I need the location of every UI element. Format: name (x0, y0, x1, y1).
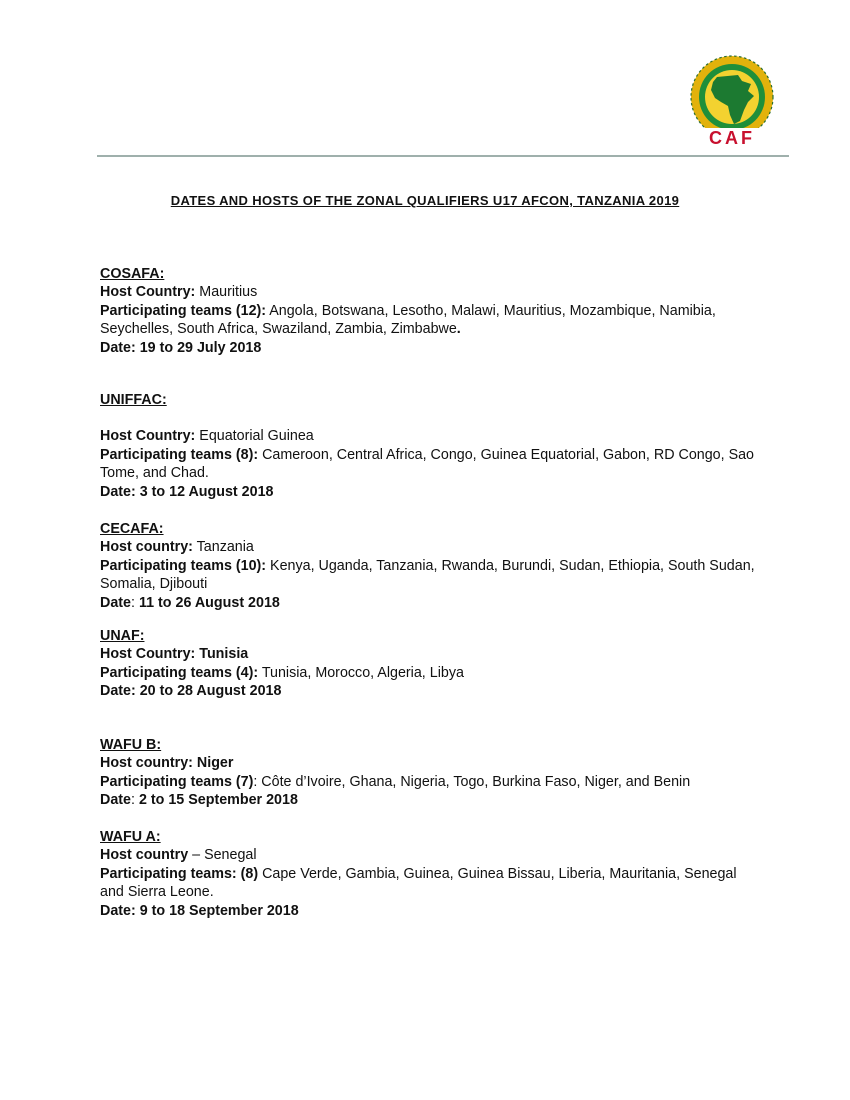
teams-value: Cape Verde, Gambia, Guinea, Guinea Bissau, Liberia, Mauritania, Senegal and Sierra Leone. (100, 865, 737, 901)
host-label: Host country (100, 847, 189, 864)
teams-line (100, 557, 760, 594)
zone-name: UNAF: (100, 628, 145, 644)
date-label: Date: (100, 483, 136, 500)
host-value: – Senegal (188, 847, 257, 864)
date-line (100, 902, 760, 920)
host-label: Host Country: (100, 284, 196, 301)
date-line (100, 594, 760, 612)
teams-label: Participating teams (7) (100, 773, 254, 790)
teams-value: : Côte d’Ivoire, Ghana, Nigeria, Togo, Burkina Faso, Niger, and Benin (253, 773, 691, 790)
date-value: 19 to 29 July 2018 (135, 339, 262, 356)
zone-name: CECAFA: (100, 521, 164, 537)
date-label: Date (100, 594, 131, 611)
host-value: Tanzania (192, 539, 254, 556)
teams-line (100, 302, 760, 339)
teams-line (100, 773, 760, 791)
host-line (100, 538, 760, 556)
zone-name: WAFU B: (100, 737, 162, 753)
teams-end: . (456, 321, 461, 338)
teams-value: Tunisia, Morocco, Algeria, Libya (258, 664, 464, 681)
teams-line (100, 865, 760, 902)
date-line (100, 791, 760, 809)
date-value: 20 to 28 August 2018 (135, 683, 282, 700)
date-label: Date: (100, 902, 136, 919)
date-value: 2 to 15 September 2018 (134, 792, 298, 809)
host-value: Equatorial Guinea (195, 428, 314, 445)
host-line (100, 846, 760, 864)
date-line (100, 339, 760, 357)
date-line (100, 682, 760, 700)
date-label: Date: (100, 683, 136, 700)
teams-label: Participating teams (12): (100, 302, 267, 319)
zone-wafu-b (100, 736, 760, 810)
teams-value: Kenya, Uganda, Tanzania, Rwanda, Burundi, Sudan, Ethiopia, South Sudan, Somalia, Djibouti (100, 557, 755, 593)
teams-label: Participating teams: (8) (100, 865, 259, 882)
host-label: Host Country: (100, 428, 196, 445)
teams-label: Participating teams (8): (100, 446, 259, 463)
teams-value: Cameroon, Central Africa, Congo, Guinea Equatorial, Gabon, RD Congo, Sao Tome, and Chad. (100, 446, 755, 482)
zone-name: COSAFA: (100, 266, 165, 282)
svg-text:CAF: CAF (709, 128, 755, 148)
date-label: Date: (100, 339, 136, 356)
date-label: Date (100, 792, 131, 809)
host-line (100, 754, 760, 772)
date-line (100, 483, 760, 501)
host-label: Host country: (100, 539, 193, 556)
zone-uniffac (100, 391, 760, 501)
date-colon: : (131, 792, 135, 809)
document-title: DATES AND HOSTS OF THE ZONAL QUALIFIERS U17 AFCON, TANZANIA 2019 (170, 193, 680, 208)
zone-wafu-a (100, 828, 760, 920)
teams-label: Participating teams (10): (100, 557, 267, 574)
teams-line (100, 446, 760, 483)
zone-cecafa (100, 520, 760, 612)
zone-name: WAFU A: (100, 829, 161, 845)
teams-line (100, 664, 760, 682)
host-label: Host Country: Tunisia (100, 646, 249, 663)
host-label: Host country: Niger (100, 755, 234, 772)
host-value: Mauritius (195, 284, 258, 301)
host-line (100, 283, 760, 301)
date-value: 11 to 26 August 2018 (134, 594, 280, 611)
zone-name: UNIFFAC: (100, 392, 167, 408)
date-value: 3 to 12 August 2018 (135, 483, 274, 500)
host-line (100, 427, 760, 445)
zone-cosafa (100, 265, 760, 357)
caf-logo (684, 54, 780, 150)
teams-label: Participating teams (4): (100, 664, 259, 681)
teams-value: Angola, Botswana, Lesotho, Malawi, Mauritius, Mozambique, Namibia, Seychelles, South Africa, Swaziland, Zambia, Zimbabwe (100, 302, 716, 338)
header-divider (97, 155, 789, 157)
host-line (100, 645, 760, 663)
date-value: 9 to 18 September 2018 (135, 902, 299, 919)
date-colon: : (131, 594, 135, 611)
zone-unaf (100, 627, 760, 701)
